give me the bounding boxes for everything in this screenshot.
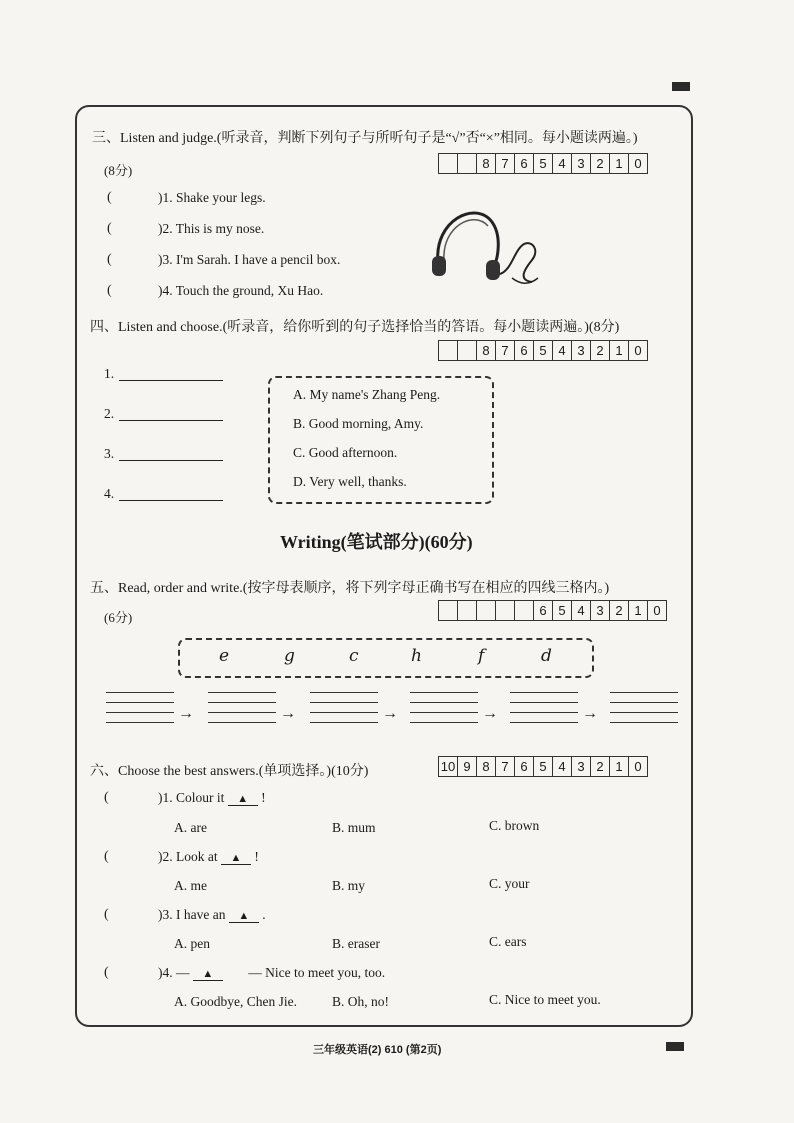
score-cell: 3 <box>571 341 590 360</box>
score-cell: 6 <box>514 757 533 776</box>
score-cell: 7 <box>495 154 514 173</box>
four-line-grid-5[interactable] <box>510 692 578 724</box>
arrow-right-icon: → <box>582 705 598 722</box>
letters-box <box>178 638 594 678</box>
page-footer: 三年级英语(2) 610 (第2页) <box>313 1044 442 1056</box>
score-cell: 5 <box>552 601 571 620</box>
choice-a[interactable]: A. me <box>174 878 207 893</box>
score-cell: 1 <box>628 601 647 620</box>
arrow-right-icon: → <box>178 705 194 722</box>
option-a: A. My name's Zhang Peng. <box>293 387 441 402</box>
score-cell: 3 <box>571 154 590 173</box>
choice-c[interactable]: C. brown <box>489 818 540 833</box>
answer-paren[interactable]: ( <box>104 790 109 805</box>
question-text-end: ! <box>254 849 259 864</box>
headphones-icon <box>428 200 548 290</box>
letter-5: f <box>478 646 485 666</box>
answer-blank-1[interactable] <box>119 379 223 381</box>
answer-blank-4[interactable] <box>119 499 223 501</box>
letter-4: h <box>411 646 422 666</box>
four-line-grid-2[interactable] <box>208 692 276 724</box>
choice-a[interactable]: A. are <box>174 820 207 835</box>
answer-paren[interactable]: ( <box>107 283 112 298</box>
four-line-grid-3[interactable] <box>310 692 378 724</box>
score-cell: 6 <box>514 341 533 360</box>
arrow-right-icon: → <box>382 705 398 722</box>
blank-triangle: ▲ <box>221 852 251 865</box>
score-cell: 3 <box>571 757 590 776</box>
score-cell <box>439 154 457 173</box>
score-cell: 8 <box>476 154 495 173</box>
section-5-points: (6分) <box>104 610 133 625</box>
question-4 <box>158 965 385 981</box>
section-4-score-box <box>438 340 648 361</box>
judge-item-4: )4. Touch the ground, Xu Hao. <box>158 283 324 298</box>
section-5-score-box <box>438 600 667 621</box>
score-cell: 5 <box>533 341 552 360</box>
choice-b[interactable]: B. my <box>332 878 366 893</box>
score-cell: 4 <box>552 757 571 776</box>
question-2 <box>158 849 259 865</box>
score-cell: 3 <box>590 601 609 620</box>
answer-paren[interactable]: ( <box>107 252 112 267</box>
score-cell: 5 <box>533 757 552 776</box>
score-cell: 0 <box>647 601 666 620</box>
choice-b[interactable]: B. mum <box>332 820 376 835</box>
score-cell: 6 <box>514 154 533 173</box>
answer-number-3: 3. <box>104 446 115 461</box>
question-text-end: . <box>262 907 266 922</box>
section-6-title: 六、Choose the best answers.(单项选择。)(10分) <box>90 764 369 779</box>
score-cell: 8 <box>476 757 495 776</box>
option-c: C. Good afternoon. <box>293 445 398 460</box>
score-cell: 2 <box>590 757 609 776</box>
score-cell: 7 <box>495 757 514 776</box>
registration-mark-top <box>672 82 690 91</box>
page-frame <box>75 105 693 1027</box>
score-cell: 1 <box>609 154 628 173</box>
score-cell: 0 <box>628 341 647 360</box>
answer-blank-3[interactable] <box>119 459 223 461</box>
answer-number-4: 4. <box>104 486 115 501</box>
section-6-score-box <box>438 756 648 777</box>
score-cell: 4 <box>552 154 571 173</box>
score-cell: 8 <box>476 341 495 360</box>
four-line-grid-4[interactable] <box>410 692 478 724</box>
choice-b[interactable]: B. eraser <box>332 936 380 951</box>
question-text-end: ! <box>261 790 266 805</box>
choice-b[interactable]: B. Oh, no! <box>332 994 389 1009</box>
score-cell: 1 <box>609 341 628 360</box>
answer-blank-2[interactable] <box>119 419 223 421</box>
section-3-title: 三、Listen and judge.(听录音，判断下列句子与所听句子是“√”否“×”相同。每小题读两遍。) <box>92 131 638 146</box>
blank-triangle: ▲ <box>228 793 258 806</box>
arrow-right-icon: → <box>482 705 498 722</box>
question-3 <box>158 907 266 923</box>
section-5-title: 五、Read, order and write.(按字母表顺序，将下列字母正确书写在相应的四线三格内。) <box>90 581 610 596</box>
letter-3: c <box>349 646 359 666</box>
score-cell <box>439 601 457 620</box>
option-b: B. Good morning, Amy. <box>293 416 424 431</box>
section-4-title: 四、Listen and choose.(听录音，给你听到的句子选择恰当的答语。每小题读两遍。)(8分) <box>90 320 620 335</box>
choice-c[interactable]: C. your <box>489 876 530 891</box>
question-text: )1. Colour it <box>158 790 225 805</box>
score-cell: 0 <box>628 757 647 776</box>
score-cell <box>476 601 495 620</box>
score-cell: 4 <box>552 341 571 360</box>
letter-2: g <box>284 646 295 666</box>
answer-number-2: 2. <box>104 406 115 421</box>
blank-triangle: ▲ <box>193 968 223 981</box>
score-cell <box>457 154 476 173</box>
choice-a[interactable]: A. Goodbye, Chen Jie. <box>174 994 297 1009</box>
score-cell <box>495 601 514 620</box>
score-cell: 6 <box>533 601 552 620</box>
blank-triangle: ▲ <box>229 910 259 923</box>
score-cell: 9 <box>457 757 476 776</box>
score-cell <box>457 341 476 360</box>
answer-paren[interactable]: ( <box>104 965 109 980</box>
question-text: )4. — <box>158 965 190 980</box>
section-3-points: (8分) <box>104 163 133 178</box>
choice-a[interactable]: A. pen <box>174 936 210 951</box>
score-cell: 2 <box>609 601 628 620</box>
judge-item-3: )3. I'm Sarah. I have a pencil box. <box>158 252 341 267</box>
answer-paren[interactable]: ( <box>104 849 109 864</box>
registration-mark-bottom <box>666 1042 684 1051</box>
answer-paren[interactable]: ( <box>107 190 112 205</box>
score-cell: 5 <box>533 154 552 173</box>
writing-heading: Writing(笔试部分)(60分) <box>280 532 473 552</box>
score-cell: 4 <box>571 601 590 620</box>
answer-paren[interactable]: ( <box>104 907 109 922</box>
score-cell: 2 <box>590 341 609 360</box>
judge-item-2: )2. This is my nose. <box>158 221 265 236</box>
score-cell <box>514 601 533 620</box>
score-cell: 1 <box>609 757 628 776</box>
option-d: D. Very well, thanks. <box>293 474 407 489</box>
score-cell: 0 <box>628 154 647 173</box>
score-cell <box>457 601 476 620</box>
score-cell <box>439 341 457 360</box>
score-cell: 7 <box>495 341 514 360</box>
arrow-right-icon: → <box>280 705 296 722</box>
answer-number-1: 1. <box>104 366 115 381</box>
question-1 <box>158 790 266 806</box>
choice-c[interactable]: C. Nice to meet you. <box>489 992 601 1007</box>
four-line-grid-6[interactable] <box>610 692 678 724</box>
question-text: )3. I have an <box>158 907 226 922</box>
answer-paren[interactable]: ( <box>107 221 112 236</box>
letter-6: d <box>541 646 552 666</box>
question-text-end: — Nice to meet you, too. <box>248 965 386 980</box>
letter-1: e <box>219 646 230 666</box>
choice-c[interactable]: C. ears <box>489 934 527 949</box>
judge-item-1: )1. Shake your legs. <box>158 190 266 205</box>
score-cell: 10 <box>440 759 456 774</box>
section-3-score-box <box>438 153 648 174</box>
score-cell: 2 <box>590 154 609 173</box>
question-text: )2. Look at <box>158 849 218 864</box>
four-line-grid-1[interactable] <box>106 692 174 724</box>
